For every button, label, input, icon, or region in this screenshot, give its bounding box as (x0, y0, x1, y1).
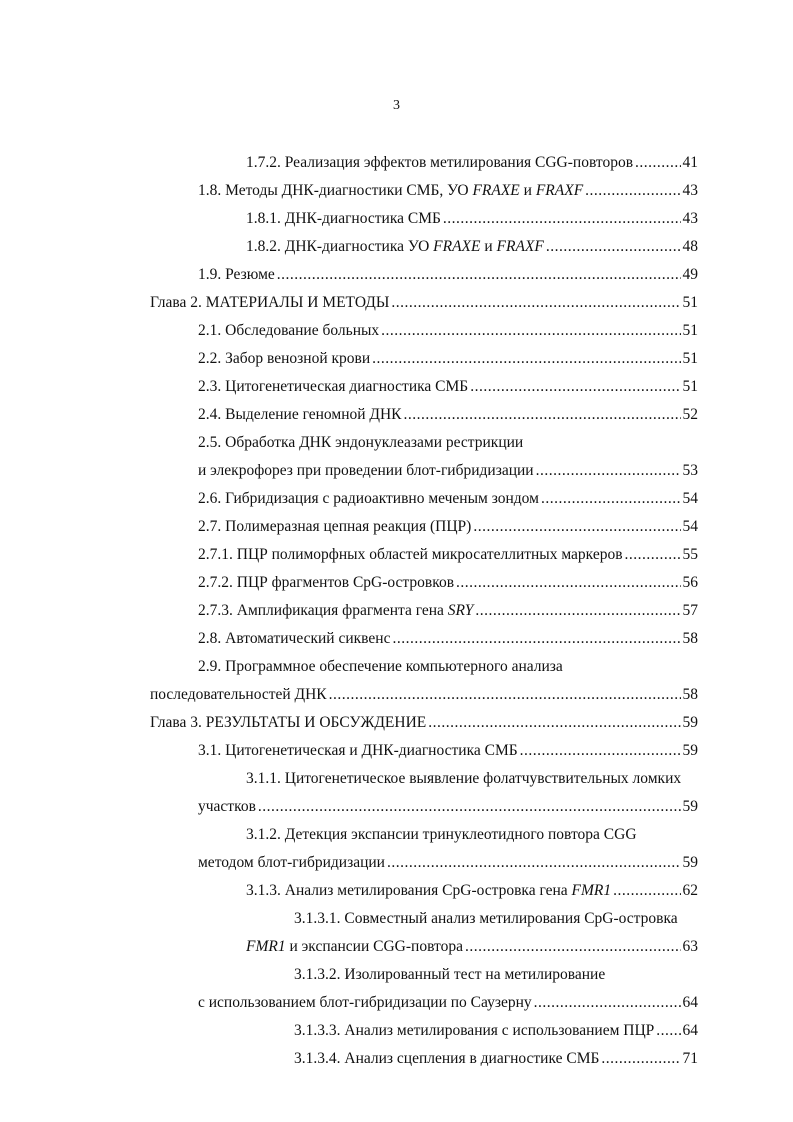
toc-entry: 2.7.2. ПЦР фрагментов CpG-островков ..... 56 (198, 573, 698, 593)
toc-entry: 1.8. Методы ДНК-диагностики СМБ, УО FRAXE и FRAXF ..... 43 (198, 181, 698, 201)
toc-entry: 2.1. Обследование больных ..... 51 (198, 321, 698, 341)
page-number: 3 (393, 98, 400, 113)
toc-entry-continuation: FMR1 и экспансии CGG-повтора ..... 63 (246, 937, 698, 957)
toc-entry: 2.3. Цитогенетическая диагностика СМБ ..... 51 (198, 377, 698, 397)
toc-entry: 2.9. Программное обеспечение компьютерного анализа (198, 658, 563, 675)
toc-entry-continuation: методом блот-гибридизации ..... 59 (198, 853, 698, 873)
toc-entry: 1.8.2. ДНК-диагностика УО FRAXE и FRAXF ..... 48 (246, 237, 698, 257)
toc-entry: 2.8. Автоматический сиквенс ..... 58 (198, 629, 698, 649)
toc-entry: 3.1. Цитогенетическая и ДНК-диагностика СМБ ..... 59 (198, 741, 698, 761)
toc-entry: 3.1.2. Детекция экспансии тринуклеотидного повтора CGG (246, 826, 637, 843)
toc-entry: 2.2. Забор венозной крови ..... 51 (198, 349, 698, 369)
toc-entry: 3.1.1. Цитогенетическое выявление фолатчувствительных ломких (246, 770, 682, 787)
toc-entry: 2.7. Полимеразная цепная реакция (ПЦР) ..... 54 (198, 517, 698, 537)
toc-entry: 2.4. Выделение геномной ДНК ..... 52 (198, 405, 698, 425)
toc-entry: 1.8.1. ДНК-диагностика СМБ ..... 43 (246, 209, 698, 229)
toc-entry-continuation: и элекрофорез при проведении блот-гибридизации ..... 53 (198, 461, 698, 481)
toc-entry-continuation: последовательностей ДНК ..... 58 (150, 685, 698, 705)
toc-entry: 1.7.2. Реализация эффектов метилирования CGG-повторов ..... 41 (246, 153, 698, 173)
toc-chapter: Глава 2. МАТЕРИАЛЫ И МЕТОДЫ ..... 51 (150, 293, 698, 313)
toc-entry: 2.7.1. ПЦР полиморфных областей микросателлитных маркеров ..... 55 (198, 545, 698, 565)
toc-chapter: Глава 3. РЕЗУЛЬТАТЫ И ОБСУЖДЕНИЕ ..... 59 (150, 713, 698, 733)
toc-entry-continuation: с использованием блот-гибридизации по Саузерну ..... 64 (198, 993, 698, 1013)
toc-entry-continuation: участков ..... 59 (198, 797, 698, 817)
toc-entry: 3.1.3.2. Изолированный тест на метилирование (294, 966, 606, 983)
toc-entry: 3.1.3.1. Совместный анализ метилирования CpG-островка (294, 910, 678, 927)
toc-entry: 2.6. Гибридизация с радиоактивно меченым зондом ..... 54 (198, 489, 698, 509)
toc-entry: 2.7.3. Амплификация фрагмента гена SRY ..... 57 (198, 601, 698, 621)
toc-entry: 3.1.3.3. Анализ метилирования с использованием ПЦР ..... 64 (294, 1021, 698, 1041)
toc-entry: 3.1.3. Анализ метилирования CpG-островка гена FMR1 ..... 62 (246, 881, 698, 901)
toc-entry: 1.9. Резюме ..... 49 (198, 265, 698, 285)
toc-entry: 2.5. Обработка ДНК эндонуклеазами рестрикции (198, 434, 524, 451)
toc-entry: 3.1.3.4. Анализ сцепления в диагностике СМБ ..... 71 (294, 1049, 698, 1069)
